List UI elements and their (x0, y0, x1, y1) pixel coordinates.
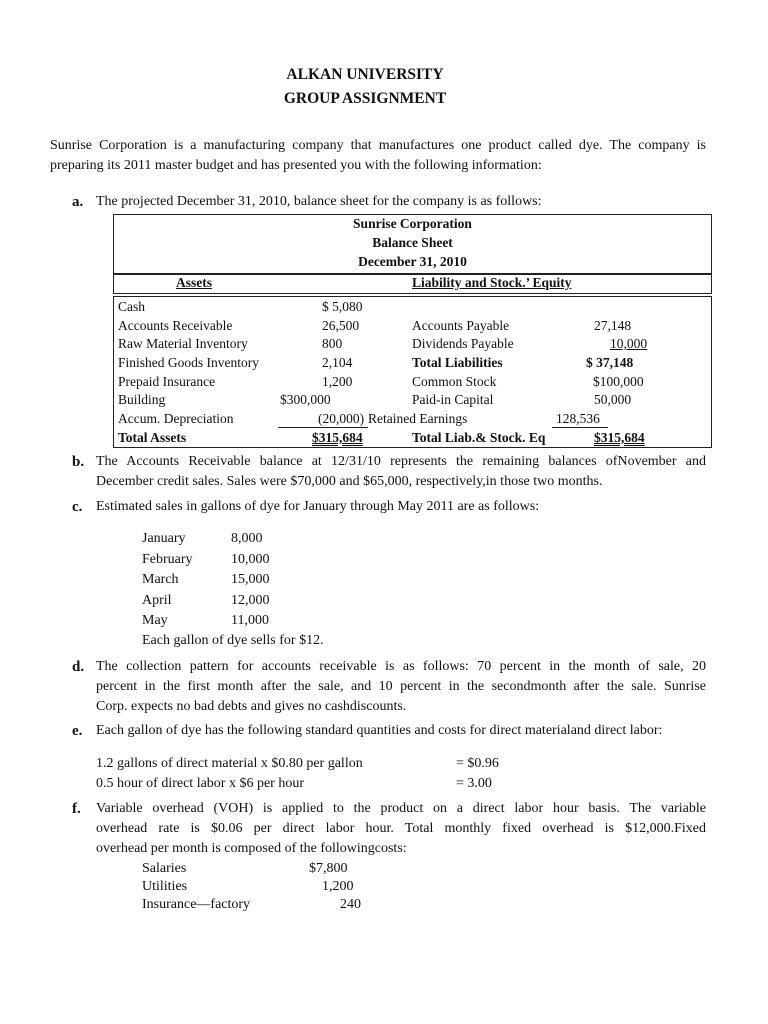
item-d-line-3: Corp. expects no bad debts and gives no cashdiscounts. (96, 699, 407, 714)
standard-cost-label: 0.5 hour of direct labor x $6 per hour (96, 776, 304, 791)
item-c (72, 497, 706, 517)
asset-label: Accounts Receivable (118, 318, 233, 333)
item-f-marker: f. (72, 801, 81, 817)
sales-month: April (142, 593, 172, 608)
total-assets-rule (278, 427, 368, 428)
sales-gallons: 15,000 (231, 572, 270, 587)
item-f-line-1: Variable overhead (VOH) is applied to the product on a direct labor hour basis. The variable (96, 801, 706, 816)
document-subtitle: GROUP ASSIGNMENT (283, 90, 447, 107)
sales-month: January (142, 531, 186, 546)
asset-value: (20,000) (318, 411, 365, 426)
fixed-overhead-value: $7,800 (309, 861, 348, 876)
sales-gallons: 12,000 (231, 593, 270, 608)
item-b-line-1: The Accounts Receivable balance at 12/31/10 represents the remaining balances ofNovember and (96, 454, 706, 469)
fixed-overhead-value: 240 (340, 897, 361, 912)
item-a-text: The projected December 31, 2010, balance sheet for the company is as follows: (96, 194, 542, 209)
item-d-line-2: percent in the first month after the sale, and 10 percent in the secondmonth after the sale. Sunrise (96, 679, 706, 694)
standard-cost-value: = 3.00 (456, 776, 492, 791)
sales-month: February (142, 552, 193, 567)
asset-value: 800 (322, 336, 343, 351)
asset-label: Finished Goods Inventory (118, 355, 259, 370)
asset-value: 2,104 (322, 355, 353, 370)
liability-value: 50,000 (594, 392, 632, 407)
item-e (72, 721, 706, 741)
asset-value: 1,200 (322, 374, 353, 389)
asset-label: Cash (118, 299, 145, 314)
balance-sheet-company: Sunrise Corporation (353, 216, 472, 231)
liability-value: 10,000 (610, 336, 648, 351)
total-assets-value: $315,684 (312, 430, 363, 445)
asset-label: Prepaid Insurance (118, 374, 216, 389)
item-a (72, 192, 706, 212)
asset-value: 26,500 (322, 318, 360, 333)
intro-line-1: Sunrise Corporation is a manufacturing company that manufactures one product called dye. The company is (50, 138, 706, 153)
item-f-line-3: overhead per month is composed of the followingcosts: (96, 841, 407, 856)
item-c-text: Estimated sales in gallons of dye for January through May 2011 are as follows: (96, 499, 540, 514)
liabilities-header: Liability and Stock.’ Equity (412, 275, 572, 290)
total-assets-label: Total Assets (118, 430, 187, 445)
item-f (72, 799, 706, 859)
asset-value: $300,000 (280, 392, 331, 407)
intro-line-2: preparing its 2011 master budget and has presented you with the following information: (50, 158, 542, 173)
balance-sheet-header-box (113, 214, 712, 274)
fixed-overhead-value: 1,200 (322, 879, 354, 894)
liability-value: 128,536 (556, 411, 600, 426)
asset-label: Raw Material Inventory (118, 336, 248, 351)
liability-label: Dividends Payable (412, 336, 514, 351)
item-a-marker: a. (72, 194, 84, 210)
liability-value: $100,000 (593, 374, 644, 389)
standard-cost-value: = $0.96 (456, 756, 499, 771)
total-liabilities-label: Total Liabilities (412, 355, 503, 370)
item-b (72, 452, 706, 492)
asset-label: Accum. Depreciation (118, 411, 234, 426)
sales-month: March (142, 572, 179, 587)
standard-cost-label: 1.2 gallons of direct material x $0.80 per gallon (96, 756, 363, 771)
liability-label: Accounts Payable (412, 318, 510, 333)
item-c-marker: c. (72, 499, 83, 515)
assets-header: Assets (176, 275, 212, 290)
sales-gallons: 8,000 (231, 531, 263, 546)
item-d-marker: d. (72, 659, 85, 675)
sales-price-note: Each gallon of dye sells for $12. (142, 633, 324, 648)
balance-sheet-title: Balance Sheet (372, 235, 453, 250)
item-e-marker: e. (72, 723, 83, 739)
document-title: ALKAN UNIVERSITY (286, 66, 444, 83)
retained-earnings-rule (552, 427, 608, 428)
liability-value: 27,148 (594, 318, 632, 333)
asset-label: Building (118, 392, 166, 407)
asset-value: $ 5,080 (322, 299, 363, 314)
item-b-marker: b. (72, 454, 85, 470)
item-f-line-2: overhead rate is $0.06 per direct labor hour. Total monthly fixed overhead is $12,000.Fixed (96, 821, 706, 836)
item-d (72, 657, 706, 717)
fixed-overhead-label: Salaries (142, 861, 187, 876)
liability-label: Common Stock (412, 374, 497, 389)
item-e-text: Each gallon of dye has the following standard quantities and costs for direct materialand direct labor: (96, 723, 663, 738)
liability-label: Paid-in Capital (412, 392, 494, 407)
balance-sheet-date: December 31, 2010 (358, 254, 467, 269)
sales-gallons: 10,000 (231, 552, 270, 567)
total-liab-equity-label: Total Liab.& Stock. Eq (412, 430, 546, 445)
sales-month: May (142, 613, 168, 628)
sales-gallons: 11,000 (231, 613, 269, 628)
item-d-line-1: The collection pattern for accounts receivable is as follows: 70 percent in the month of sale, 20 (96, 659, 706, 674)
balance-sheet-body (113, 296, 712, 448)
liability-label: Retained Earnings (368, 411, 468, 426)
item-b-line-2: December credit sales. Sales were $70,000 and $65,000, respectively,in those two months. (96, 474, 603, 489)
balance-sheet-column-headers (113, 274, 712, 294)
fixed-overhead-label: Insurance—factory (142, 897, 251, 912)
total-liabilities-value: $ 37,148 (586, 355, 634, 370)
fixed-overhead-label: Utilities (142, 879, 188, 894)
total-liab-equity-value: $315,684 (594, 430, 645, 445)
